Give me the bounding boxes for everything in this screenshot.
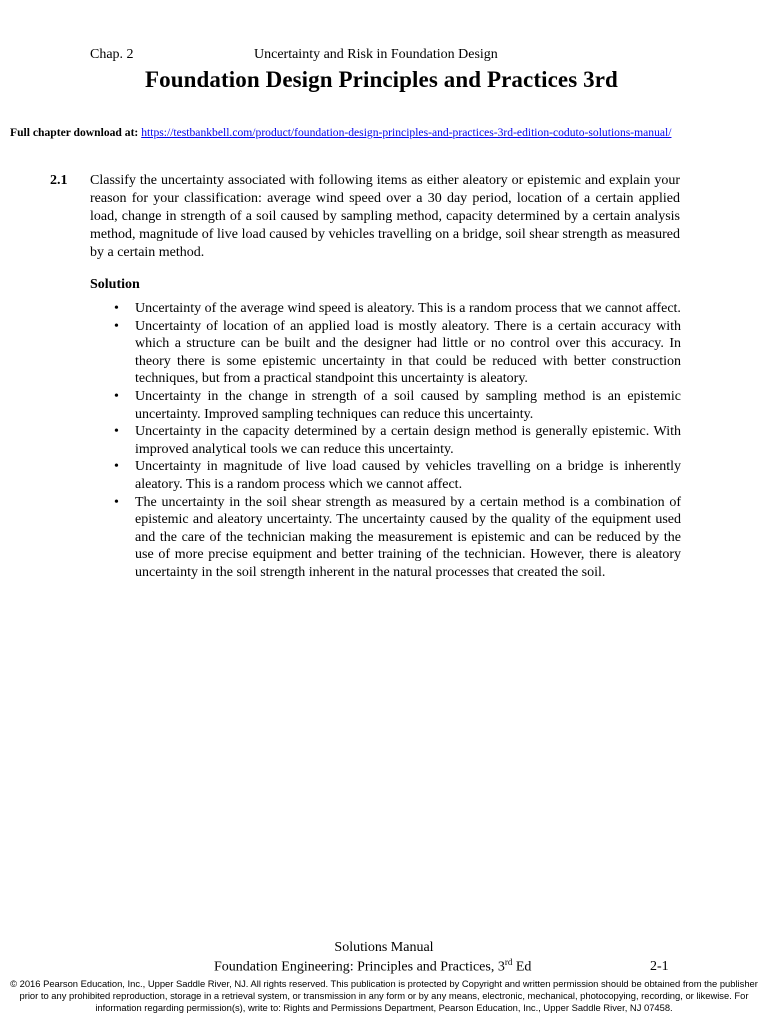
list-item-text: Uncertainty in the capacity determined by a certain design method is generally epistemic. With improved analytical tools we can reduce this uncertainty.: [135, 424, 681, 457]
list-item: [114, 494, 681, 582]
solution-list: [114, 300, 681, 582]
question-text: Classify the uncertainty associated with following items as either aleatory or epistemic and explain your reason for your classification: average wind speed over a 30 day period, location of a certain applied load, change in strength of a soil caused by sampling method, capacity determined by a certain analysis method, magnitude of live load caused by vehicles travelling on a bridge, soil shear strength as measured by a certain method.: [90, 173, 680, 260]
download-line: [10, 126, 671, 139]
book-title: Foundation Design Principles and Practices 3rd: [145, 67, 618, 92]
list-item: [114, 318, 681, 388]
chapter-number: Chap. 2: [90, 47, 134, 62]
download-label: Full chapter download at:: [10, 126, 139, 139]
bullet-icon: •: [114, 459, 119, 475]
copyright-notice: © 2016 Pearson Education, Inc., Upper Saddle River, NJ. All rights reserved. This publication is protected by Copyright and written permission should be obtained from the publisher prior to any prohibited reproduction, storage in a retrieval system, or transmission in any form or by any means, electronic, mechanical, photocopying, recording, or likewise. For information regarding permission(s), write to: Rights and Permissions Department, Pearson Education, Inc., Upper Saddle River, NJ 07458.: [10, 978, 758, 1013]
download-link[interactable]: https://testbankbell.com/product/foundation-design-principles-and-practices-3rd-edition-coduto-solutions-manual/: [141, 126, 672, 139]
page-number: 2-1: [650, 959, 669, 974]
bullet-icon: •: [114, 318, 119, 334]
list-item: [114, 458, 681, 493]
bullet-icon: •: [114, 494, 119, 510]
list-item: [114, 423, 681, 458]
list-item-text: Uncertainty in the change in strength of a soil caused by sampling method is an epistemic uncertainty. Improved sampling techniques can reduce this uncertainty.: [135, 388, 681, 422]
footer-edition-suffix: Ed: [512, 959, 532, 975]
list-item-text: Uncertainty of the average wind speed is aleatory. This is a random process that we cannot affect.: [135, 301, 681, 316]
list-item-text: Uncertainty in magnitude of live load caused by vehicles travelling on a bridge is inherently aleatory. This is a random process which we cannot affect.: [135, 459, 681, 492]
bullet-icon: •: [114, 388, 119, 404]
list-item: [114, 388, 681, 423]
solution-heading: Solution: [90, 277, 140, 292]
chapter-title: Uncertainty and Risk in Foundation Design: [254, 47, 498, 62]
bullet-icon: •: [114, 424, 119, 440]
bullet-icon: •: [114, 301, 119, 316]
footer-edition-sup: rd: [504, 957, 513, 967]
footer-book-main: Foundation Engineering: Principles and Practices, 3: [214, 959, 505, 975]
question-number: 2.1: [50, 173, 68, 188]
footer-book-name: [214, 957, 531, 976]
list-item-text: Uncertainty of location of an applied load is mostly aleatory. There is a certain accuracy with which a structure can be built and the designer had little or no control over this accuracy. In theory there is some epistemic uncertainty in that could be reduced with better construction techniques, but from a practical standpoint this uncertainty is aleatory.: [135, 318, 681, 387]
footer-manual-label: Solutions Manual: [334, 940, 434, 955]
list-item: [114, 300, 681, 318]
list-item-text: The uncertainty in the soil shear strength as measured by a certain method is a combination of epistemic and aleatory uncertainty. The uncertainty caused by the quality of the equipment used and the care of the technician making the measurement is epistemic and can be reduced by the use of more precise equipment and better training of the technician. However, there is aleatory uncertainty in the soil strength inherent in the natural processes that created the soil.: [135, 494, 681, 580]
